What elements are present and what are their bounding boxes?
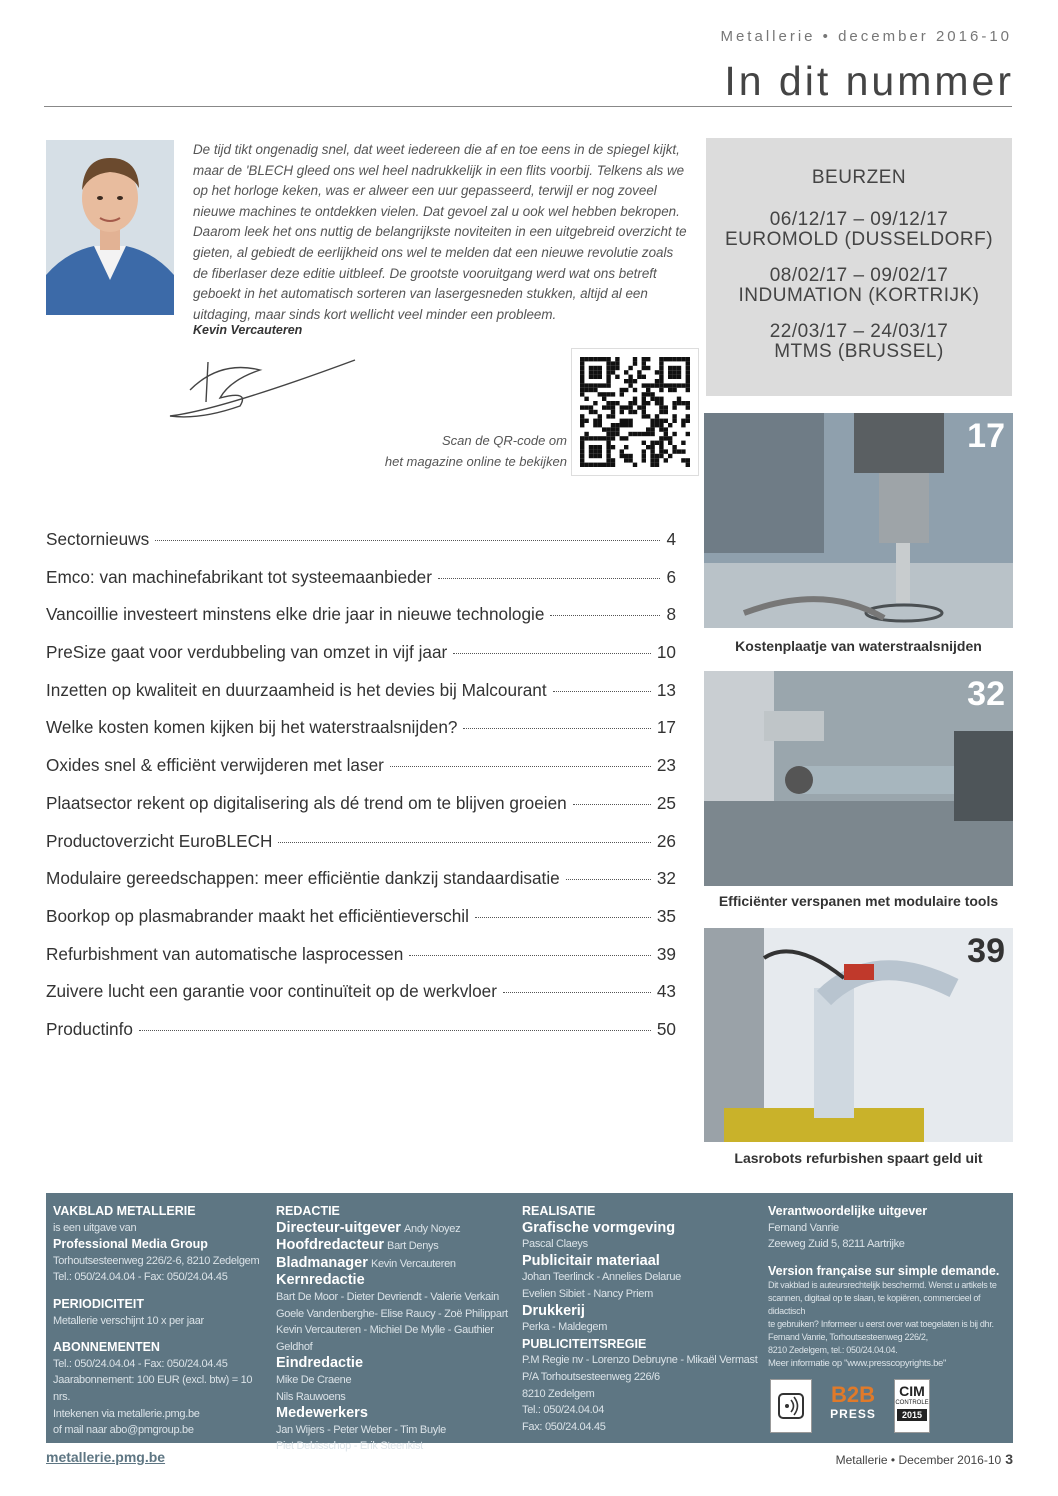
toc-entry-page: 4	[666, 529, 676, 549]
colophon-heading: Version française sur simple demande.	[768, 1263, 1000, 1278]
b2b-logo-mark: B2B	[830, 1382, 875, 1407]
toc-leader-dots	[278, 842, 650, 843]
toc-leader-dots	[553, 691, 651, 692]
b2b-press-logo	[822, 1379, 884, 1431]
toc-entry-page: 26	[656, 830, 676, 851]
feature-caption: Efficiënter verspanen met modulaire tools	[718, 893, 999, 909]
title-divider	[44, 106, 1012, 107]
feature-page-number: 39	[967, 932, 1005, 970]
toc-leader-dots	[453, 653, 651, 654]
qr-caption	[340, 430, 567, 472]
colophon-publisher: Professional Media Group	[53, 1237, 208, 1252]
toc-entry-title: Productinfo	[46, 1018, 133, 1039]
colophon-label: Drukkerij	[522, 1302, 585, 1319]
toc-entry-title: Inzetten op kwaliteit en duurzaamheid is het devies bij Malcourant	[46, 679, 547, 700]
colophon-text: Nils Rauwoens	[276, 1390, 346, 1403]
toc-leader-dots	[139, 1030, 651, 1031]
toc-entry[interactable]	[46, 868, 676, 906]
colophon-col-editorial	[276, 1203, 516, 1455]
colophon-heading: REALISATIE	[522, 1204, 596, 1218]
toc-entry-page: 25	[656, 792, 676, 813]
colophon-text: Piet Debisschop - Erik Steenkist	[276, 1440, 423, 1453]
running-head: Metallerie • december 2016-10	[720, 28, 1012, 45]
feature-caption: Kostenplaatje van waterstraalsnijden	[735, 638, 982, 654]
colophon-text: Zeeweg Zuid 5, 8211 Aartrijke	[768, 1238, 905, 1251]
colophon-text: Metallerie verschijnt 10 x per jaar	[53, 1314, 204, 1327]
cim-logo-mark: CIM	[899, 1383, 925, 1399]
toc-entry[interactable]	[46, 793, 676, 831]
feature-image-tools[interactable]	[704, 671, 1013, 886]
toc-entry-title: Welke kosten komen kijken bij het waterstraalsnijden?	[46, 717, 458, 738]
colophon-heading: VAKBLAD METALLERIE	[53, 1204, 196, 1218]
site-url-link[interactable]: metallerie.pmg.be	[46, 1449, 166, 1465]
fair-dates: 06/12/17 – 09/12/17	[769, 209, 949, 230]
toc-entry[interactable]	[46, 529, 676, 567]
feature-image-waterjet[interactable]	[704, 413, 1013, 628]
colophon	[46, 1193, 1013, 1453]
colophon-text: Goele Vandenberghe- Elise Raucy - Zoë Philippart	[276, 1307, 508, 1320]
colophon-logos	[770, 1379, 970, 1431]
toc-entry-page: 43	[656, 981, 676, 1002]
colophon-text: te gebruiken? Informeer u eerst over wat toegelaten is bij dhr.	[768, 1319, 994, 1330]
colophon-label: Eindredactie	[276, 1355, 364, 1372]
toc-entry[interactable]	[46, 680, 676, 718]
footer-issue	[800, 1451, 1013, 1467]
b2b-logo-text: PRESS	[830, 1407, 876, 1421]
colophon-label: Directeur-uitgever	[276, 1219, 401, 1236]
colophon-text: Kevin Vercauteren - Michiel De Mylle - Gauthier Geldhof	[276, 1324, 494, 1353]
toc-entry-title: PreSize gaat voor verdubbeling van omzet in vijf jaar	[46, 642, 448, 663]
toc-entry-page: 35	[656, 905, 676, 926]
colophon-text: Mike De Craene	[276, 1373, 352, 1386]
toc-entry[interactable]	[46, 642, 676, 680]
colophon-text: Intekenen via metallerie.pmg.be	[53, 1407, 200, 1420]
colophon-text: Bart Denys	[387, 1240, 439, 1253]
qr-caption-line-2: het magazine online te bekijken	[384, 454, 567, 469]
colophon-text: Evelien Sibiet - Nancy Priem	[522, 1287, 653, 1300]
toc-entry-title: Modulaire gereedschappen: meer efficiëntie dankzij standaardisatie	[46, 868, 560, 889]
colophon-heading: ABONNEMENTEN	[53, 1340, 160, 1355]
toc-entry-title: Oxides snel & efficiënt verwijderen met laser	[46, 755, 384, 776]
page-number: 3	[1005, 1451, 1013, 1467]
colophon-text: Fax: 050/24.04.45	[522, 1420, 606, 1433]
toc-entry[interactable]	[46, 717, 676, 755]
colophon-text: P.M Regie nv - Lorenzo Debruyne - Mikaël Vermast	[522, 1354, 758, 1367]
toc-leader-dots	[573, 804, 651, 805]
colophon-heading: PERIODICITEIT	[53, 1296, 144, 1311]
toc-entry-page: 17	[656, 717, 676, 738]
colophon-label: Medewerkers	[276, 1405, 368, 1422]
toc-entry-title: Zuivere lucht een garantie voor continuïteit op de werkvloer	[46, 981, 497, 1002]
toc-entry[interactable]	[46, 831, 676, 869]
colophon-label: Hoofdredacteur	[276, 1237, 384, 1254]
feature-page-number: 32	[967, 675, 1005, 713]
feature-page-number: 17	[967, 417, 1005, 455]
fair-item	[706, 266, 1012, 306]
colophon-text: Fernand Vanrie, Torhoutsesteenweg 226/2,	[768, 1332, 928, 1343]
colophon-heading: REDACTIE	[276, 1204, 340, 1218]
colophon-text: Fernand Vanrie	[768, 1221, 839, 1234]
toc-leader-dots	[503, 992, 651, 993]
colophon-text: 8210 Zedelgem	[522, 1387, 595, 1400]
toc-entry-page: 6	[666, 566, 676, 587]
toc-leader-dots	[550, 615, 660, 616]
toc-leader-dots	[438, 578, 660, 579]
signature	[160, 350, 370, 425]
toc-entry-page: 23	[656, 755, 676, 776]
toc-entry[interactable]	[46, 906, 676, 944]
colophon-text: Perka - Maldegem	[522, 1321, 608, 1334]
colophon-text: is een uitgave van	[53, 1221, 137, 1234]
toc-leader-dots	[155, 540, 660, 541]
colophon-text: Jan Wijers - Peter Weber - Tim Buyle	[276, 1423, 446, 1436]
cim-logo	[894, 1379, 930, 1433]
colophon-text: Johan Teerlinck - Annelies Delarue	[522, 1271, 681, 1284]
toc-entry-page: 50	[656, 1018, 676, 1039]
colophon-col-production	[522, 1203, 762, 1435]
toc-entry-page: 32	[656, 868, 676, 889]
toc-entry-page: 39	[656, 943, 676, 964]
toc-entry[interactable]	[46, 755, 676, 793]
toc-leader-dots	[390, 766, 651, 767]
colophon-text: of mail naar abo@pmgroup.be	[53, 1424, 194, 1437]
toc-entry[interactable]	[46, 1019, 676, 1057]
toc-entry[interactable]	[46, 604, 676, 642]
colophon-text: Andy Noyez	[403, 1222, 461, 1235]
cim-logo-text: CONTROLE	[895, 1400, 929, 1406]
colophon-text: Tel.: 050/24.04.04	[522, 1404, 605, 1417]
qr-caption-line-1: Scan de QR-code om	[441, 433, 567, 448]
colophon-text: Torhoutsesteenweg 226/2-6, 8210 Zedelgem	[53, 1254, 260, 1267]
toc-entry[interactable]	[46, 981, 676, 1019]
toc-leader-dots	[463, 728, 650, 729]
toc-entry-title: Vancoillie investeert minstens elke drie jaar in nieuwe technologie	[46, 604, 545, 625]
colophon-col-legal	[768, 1203, 1008, 1371]
colophon-text: Tel.: 050/24.04.04 - Fax: 050/24.04.45	[53, 1271, 228, 1284]
colophon-label: Grafische vormgeving	[522, 1219, 676, 1236]
toc-leader-dots	[475, 917, 651, 918]
colophon-heading: PUBLICITEITSREGIE	[522, 1336, 647, 1351]
colophon-text: 8210 Zedelgem, tel.: 050/24.04.04.	[768, 1345, 898, 1356]
colophon-text: Tel.: 050/24.04.04 - Fax: 050/24.04.45	[53, 1357, 228, 1370]
toc-entry-title: Refurbishment van automatische lasprocessen	[46, 943, 404, 964]
author-photo	[46, 140, 174, 315]
toc-entry-title: Emco: van machinefabrikant tot systeemaanbieder	[46, 566, 432, 587]
press-copyright-logo	[770, 1379, 812, 1433]
toc-leader-dots	[566, 879, 651, 880]
toc-entry-page: 10	[656, 642, 676, 663]
table-of-contents	[46, 529, 676, 1057]
toc-entry-title: Boorkop op plasmabrander maakt het efficiëntieverschil	[46, 905, 469, 926]
colophon-text: Bart De Moor - Dieter Devriendt - Valerie Verkain	[276, 1290, 499, 1303]
toc-entry[interactable]	[46, 567, 676, 605]
cim-logo-year: 2015	[897, 1409, 927, 1421]
colophon-text: Kevin Vercauteren	[370, 1257, 456, 1270]
toc-entry-title: Productoverzicht EuroBLECH	[46, 830, 273, 851]
fair-name: INDUMATION (KORTRIJK)	[738, 285, 980, 306]
colophon-text: P/A Torhoutsesteenweg 226/6	[522, 1370, 660, 1383]
toc-entry-page: 8	[666, 604, 676, 625]
fair-item	[706, 210, 1012, 250]
editorial-text: De tijd tikt ongenadig snel, dat weet iedereen die af en toe eens in de spiegel kijkt, maar de 'BLECH gleed ons wel heel nadrukkelijk in een flits voorbij. Telkens als we op het horloge keken, was er alweer een uur gepasseerd, terwijl er nog zoveel nieuwe machines te ontdekken vielen. Dat gevoel zal u ook wel hebben bekropen. Daarom leek het ons nuttig de belangrijkste noviteiten in een uitgebreid overzicht te gieten, al gebiedt de eerlijkheid ons wel te melden dat een nieuwe revolutie zoals de fiberlaser deze editie uitbleef. De grootste vooruitgang werd wat ons betreft geboekt in het automatisch sorteren van lasergesneden stukken, altijd al een uitdaging, maar sinds kort wellicht veel minder een probleem.	[193, 142, 687, 322]
toc-entry-title: Plaatsector rekent op digitalisering als dé trend om te blijven groeien	[46, 792, 567, 813]
fair-dates: 22/03/17 – 24/03/17	[769, 321, 949, 342]
toc-entry-title: Sectornieuws	[46, 529, 150, 549]
colophon-text: scannen, digitaal op te slaan, te kopiëren, commercieel of didactisch	[768, 1293, 981, 1317]
toc-entry-page: 13	[656, 679, 676, 700]
colophon-label: Publicitair materiaal	[522, 1252, 660, 1269]
colophon-label: Kernredactie	[276, 1272, 365, 1289]
toc-entry[interactable]	[46, 944, 676, 982]
colophon-link[interactable]: Meer informatie op "www.presscopyrights.be"	[768, 1358, 947, 1370]
fair-item	[706, 322, 1012, 362]
fairs-box	[706, 138, 1012, 396]
fair-dates: 08/02/17 – 09/02/17	[769, 265, 949, 286]
colophon-text: Jaarabonnement: 100 EUR (excl. btw) = 10 nrs.	[53, 1374, 253, 1403]
colophon-text: Dit vakblad is auteursrechtelijk beschermd. Wenst u artikels te	[768, 1280, 997, 1291]
toc-leader-dots	[409, 955, 651, 956]
colophon-text: Pascal Claeys	[522, 1238, 588, 1251]
qr-code[interactable]	[571, 348, 699, 476]
colophon-heading: Verantwoordelijke uitgever	[768, 1204, 928, 1218]
colophon-label: Bladmanager	[276, 1254, 368, 1271]
feature-caption: Lasrobots refurbishen spaart geld uit	[734, 1150, 983, 1166]
fairs-title: BEURZEN	[811, 167, 907, 188]
colophon-col-publisher	[53, 1203, 268, 1439]
editorial-author: Kevin Vercauteren	[193, 323, 303, 337]
feature-image-robot[interactable]	[704, 928, 1013, 1142]
page-title: In dit nummer	[724, 58, 1014, 104]
footer-issue-text: Metallerie • December 2016-10	[835, 1453, 1002, 1467]
fair-name: MTMS (BRUSSEL)	[774, 341, 944, 362]
fair-name: EUROMOLD (DUSSELDORF)	[724, 229, 994, 250]
